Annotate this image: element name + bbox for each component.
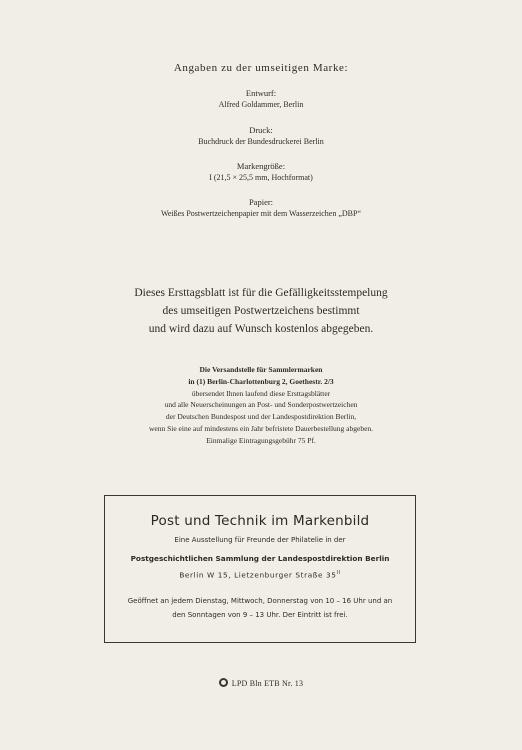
paper-label: Papier:: [248, 197, 274, 207]
versand-line-7: Einmalige Eintragungsgebühr 75 Pf.: [206, 435, 316, 445]
paper-value: Weißes Postwertzeichenpapier mit dem Wasserzeichen „DBP“: [160, 209, 362, 218]
print-value: Buchdruck der Bundesdruckerei Berlin: [198, 137, 324, 146]
opening-line-2: den Sonntagen von 9 – 13 Uhr. Der Eintritt ist frei.: [172, 611, 348, 619]
versand-line-2: in (1) Berlin-Charlottenburg 2, Goethestr. 2/3: [188, 376, 334, 386]
exhibition-title: Post und Technik im Markenbild: [150, 513, 370, 529]
versand-line-5: der Deutschen Bundespost und der Landespostdirektion Berlin,: [165, 412, 357, 422]
address-superscript: II: [336, 570, 341, 576]
sheet-footer: [0, 678, 522, 688]
footer-code: LPD Bln ETB Nr. 13: [231, 679, 304, 688]
address-text: Berlin W 15, Lietzenburger Straße 35: [179, 570, 337, 580]
versand-line-3: übersendet Ihnen laufend diese Ersttagsblätter: [191, 388, 331, 398]
size-label: Markengröße:: [236, 161, 286, 171]
versand-line-1: Die Versandstelle für Sammlermarken: [199, 365, 323, 374]
print-label: Druck:: [249, 125, 273, 135]
design-value: Alfred Goldammer, Berlin: [218, 100, 304, 109]
exhibition-subtitle: Eine Ausstellung für Freunde der Philatelie in der: [174, 536, 346, 544]
notice-line-3: und wird dazu auf Wunsch kostenlos abgegeben.: [148, 323, 374, 335]
versand-line-6: wenn Sie eine auf mindestens ein Jahr befristete Dauerbestellung abgeben.: [148, 423, 374, 433]
exhibition-institution: Postgeschichtlichen Sammlung der Landespostdirektion Berlin: [130, 554, 390, 563]
size-value: I (21,5 × 25,5 mm, Hochformat): [209, 173, 313, 182]
exhibition-address: [105, 570, 415, 579]
versand-line-4: und alle Neuerscheinungen an Post- und Sonderpostwertzeichen: [164, 400, 358, 410]
notice-line-1: Dieses Ersttagsblatt ist für die Gefälligkeitsstempelung: [134, 287, 388, 299]
stamp-info-heading: Angaben zu der umseitigen Marke:: [173, 62, 349, 74]
post-horn-icon: [219, 678, 228, 687]
notice-line-2: des umseitigen Postwertzeichens bestimmt: [162, 305, 360, 317]
design-label: Entwurf:: [245, 88, 277, 98]
exhibition-box: [104, 495, 416, 643]
distribution-notice: [0, 364, 522, 447]
opening-line-1: Geöffnet an jedem Dienstag, Mittwoch, Donnerstag von 10 – 16 Uhr und an: [127, 597, 393, 605]
exhibition-opening-hours: [105, 594, 415, 622]
